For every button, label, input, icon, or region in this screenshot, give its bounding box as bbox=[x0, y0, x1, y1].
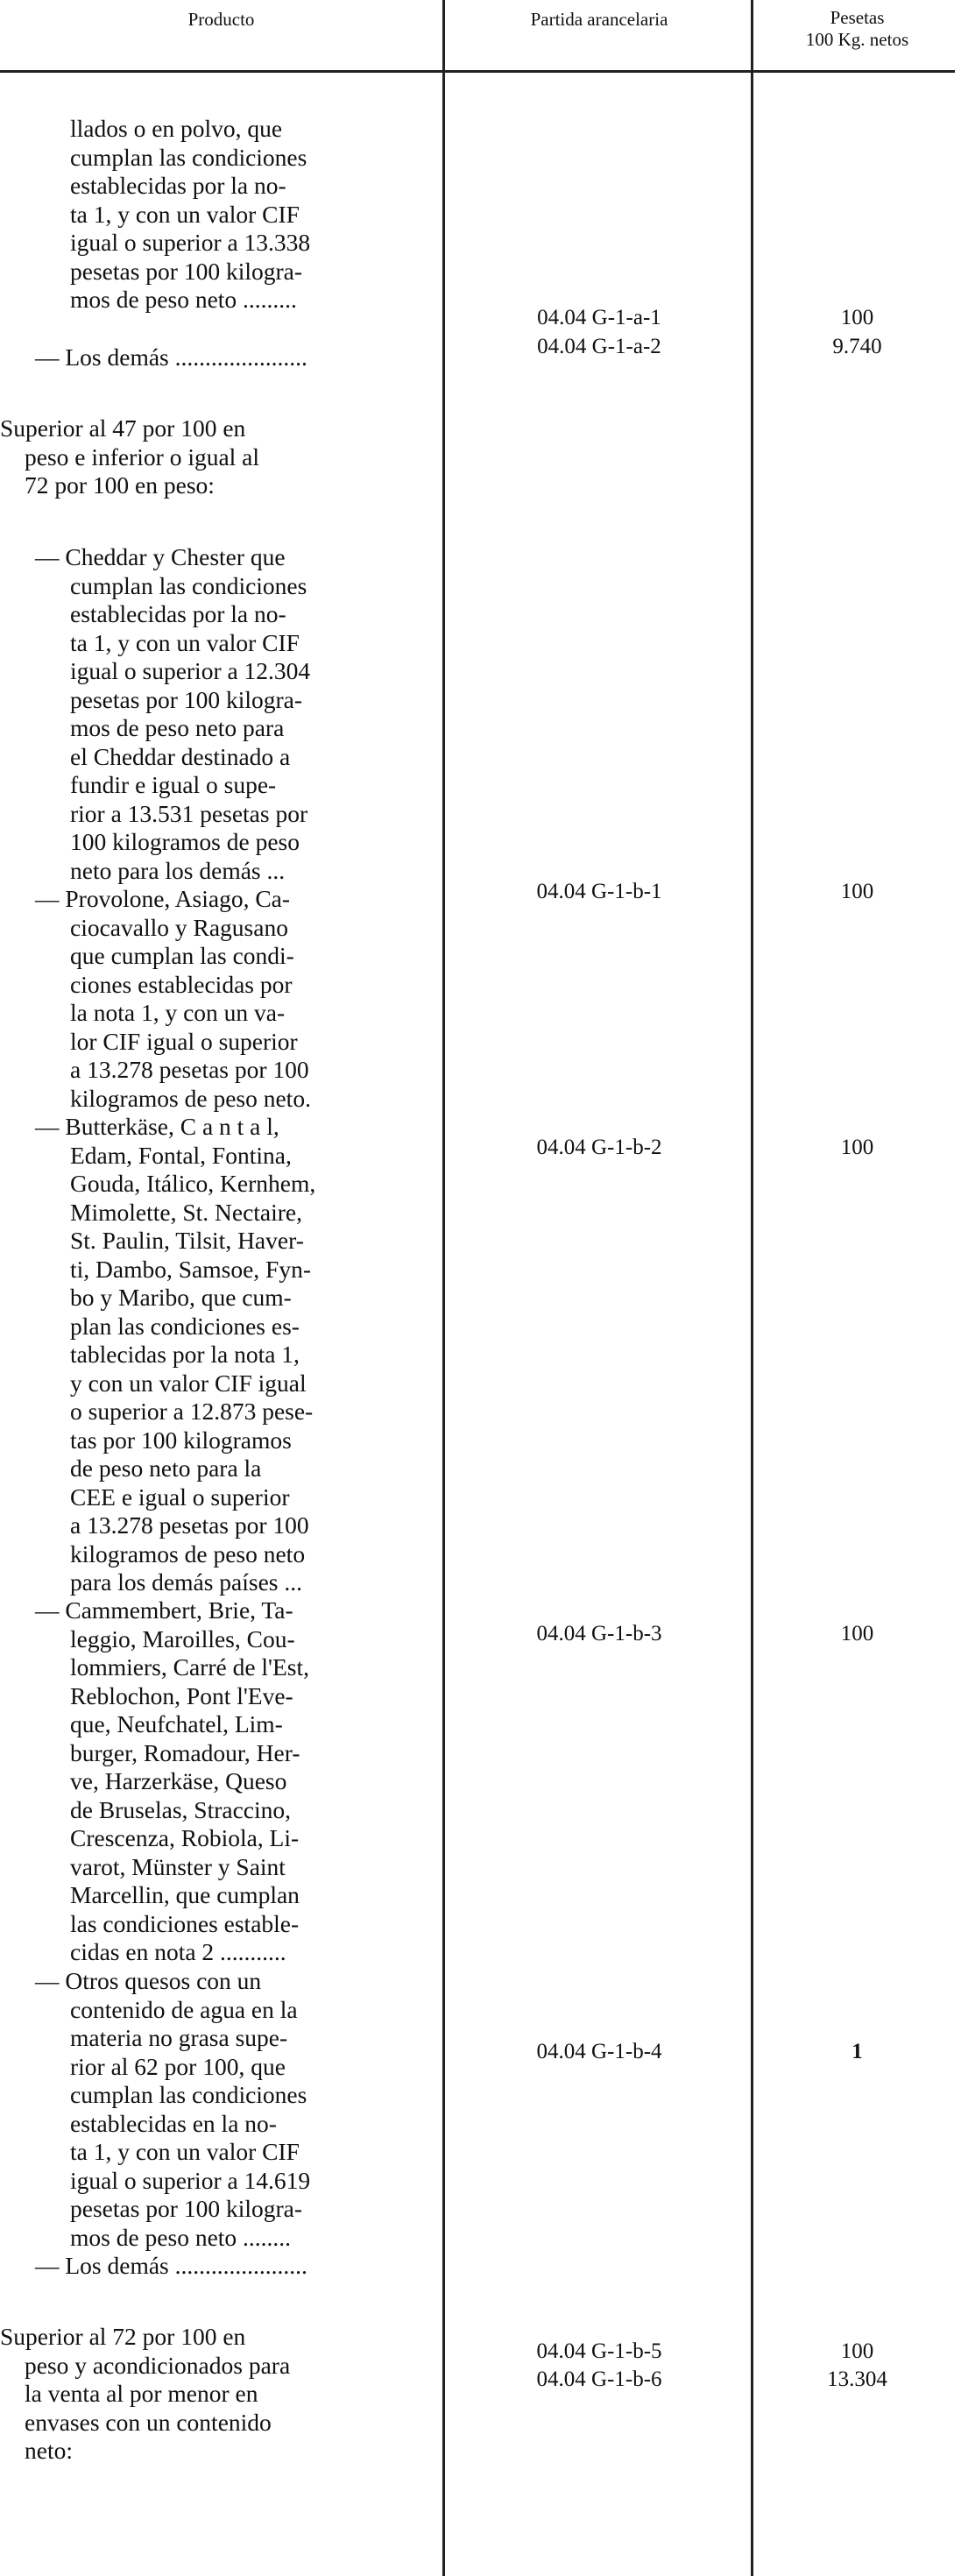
producto-line: cumplan las condiciones bbox=[70, 571, 307, 599]
producto-line: peso y acondicionados para bbox=[25, 2351, 291, 2379]
producto-line: ve, Harzerkäse, Queso bbox=[70, 1767, 287, 1794]
pesetas-value: 13.304 bbox=[827, 2367, 887, 2391]
producto-line: la nota 1, y con un va- bbox=[70, 999, 286, 1026]
partida-code: 04.04 G-1-a-1 bbox=[537, 306, 661, 329]
producto-line: fundir e igual o supe- bbox=[70, 771, 277, 798]
header-pesetas-line1: Pesetas bbox=[830, 7, 885, 28]
column-divider-2 bbox=[751, 0, 753, 2576]
producto-line: — Cheddar y Chester que bbox=[35, 543, 286, 570]
producto-line: contenido de agua en la bbox=[70, 1995, 298, 2023]
producto-line: mos de peso neto para bbox=[70, 714, 285, 741]
partida-code: 04.04 G-1-b-1 bbox=[536, 880, 662, 903]
producto-line: llados o en polvo, que bbox=[70, 115, 283, 142]
header-rule bbox=[0, 70, 955, 73]
producto-line: o superior a 12.873 pese- bbox=[70, 1398, 314, 1425]
producto-line: tablecidas por la nota 1, bbox=[70, 1341, 300, 1368]
producto-line: — Butterkäse, C a n t a l, bbox=[35, 1113, 279, 1140]
producto-line: cumplan las condiciones bbox=[70, 143, 307, 171]
producto-line: plan las condiciones es- bbox=[70, 1312, 300, 1340]
producto-line: ta 1, y con un valor CIF bbox=[70, 628, 300, 656]
producto-line: mos de peso neto ........ bbox=[70, 2223, 292, 2251]
producto-line: tas por 100 kilogramos bbox=[70, 1426, 292, 1454]
partida-code: 04.04 G-1-b-6 bbox=[536, 2367, 662, 2391]
producto-line: — Otros quesos con un bbox=[35, 1967, 262, 1994]
producto-line: a 13.278 pesetas por 100 bbox=[70, 1056, 309, 1083]
producto-line: 100 kilogramos de peso bbox=[70, 828, 300, 855]
producto-line: materia no grasa supe- bbox=[70, 2024, 288, 2051]
producto-line: las condiciones estable- bbox=[70, 1909, 300, 1937]
producto-line: establecidas por la no- bbox=[70, 172, 286, 199]
producto-line: ta 1, y con un valor CIF bbox=[70, 200, 300, 228]
producto-line: establecidas por la no- bbox=[70, 600, 286, 627]
producto-line: Superior al 72 por 100 en bbox=[0, 2323, 246, 2350]
producto-line: de Bruselas, Straccino, bbox=[70, 1795, 292, 1823]
producto-line: igual o superior a 12.304 bbox=[70, 657, 311, 684]
producto-line: la venta al por menor en bbox=[25, 2380, 258, 2407]
producto-line: el Cheddar destinado a bbox=[70, 742, 291, 770]
producto-line: Crescenza, Robiola, Li- bbox=[70, 1824, 300, 1851]
producto-line: pesetas por 100 kilogra- bbox=[70, 257, 302, 285]
producto-line: lommiers, Carré de l'Est, bbox=[70, 1653, 310, 1681]
producto-line: Gouda, Itálico, Kernhem, bbox=[70, 1170, 316, 1197]
producto-line: que, Neufchatel, Lim- bbox=[70, 1710, 283, 1737]
producto-line: ti, Dambo, Samsoe, Fyn- bbox=[70, 1255, 311, 1283]
pesetas-value: 100 bbox=[840, 880, 874, 903]
partida-code: 04.04 G-1-b-2 bbox=[536, 1136, 662, 1159]
producto-line: cidas en nota 2 ........... bbox=[70, 1938, 286, 1965]
producto-line: cumplan las condiciones bbox=[70, 2081, 307, 2108]
partida-code: 04.04 G-1-b-4 bbox=[536, 2040, 662, 2063]
producto-line: ciocavallo y Ragusano bbox=[70, 913, 288, 941]
producto-line: a 13.278 pesetas por 100 bbox=[70, 1511, 309, 1539]
producto-line: Superior al 47 por 100 en bbox=[0, 414, 246, 442]
producto-line: de peso neto para la bbox=[70, 1454, 262, 1482]
producto-line: rior al 62 por 100, que bbox=[70, 2052, 286, 2080]
pesetas-value: 100 bbox=[840, 1622, 874, 1645]
producto-line: Marcellin, que cumplan bbox=[70, 1881, 300, 1908]
producto-line: 72 por 100 en peso: bbox=[25, 471, 215, 499]
pesetas-value: 100 bbox=[840, 2339, 874, 2363]
producto-line: que cumplan las condi- bbox=[70, 942, 294, 969]
producto-line: mos de peso neto ......... bbox=[70, 286, 297, 313]
producto-line: lor CIF igual o superior bbox=[70, 1027, 298, 1055]
header-pesetas-line2: 100 Kg. netos bbox=[805, 29, 909, 50]
producto-line: Mimolette, St. Nectaire, bbox=[70, 1198, 302, 1226]
producto-line: — Los demás ...................... bbox=[35, 343, 307, 371]
producto-line: Edam, Fontal, Fontina, bbox=[70, 1141, 292, 1169]
pesetas-value: 100 bbox=[840, 306, 874, 329]
column-divider-1 bbox=[442, 0, 445, 2576]
producto-line: pesetas por 100 kilogra- bbox=[70, 685, 302, 713]
producto-line: peso e inferior o igual al bbox=[25, 442, 260, 471]
producto-line: rior a 13.531 pesetas por bbox=[70, 799, 308, 827]
producto-line: ta 1, y con un valor CIF bbox=[70, 2138, 300, 2165]
header-partida: Partida arancelaria bbox=[530, 9, 668, 30]
producto-line: y con un valor CIF igual bbox=[70, 1369, 307, 1397]
producto-line: — Cammembert, Brie, Ta- bbox=[35, 1596, 293, 1624]
producto-line: leggio, Maroilles, Cou- bbox=[70, 1624, 295, 1652]
partida-code: 04.04 G-1-b-5 bbox=[536, 2339, 662, 2363]
producto-line: kilogramos de peso neto. bbox=[70, 1084, 311, 1112]
producto-line: CEE e igual o superior bbox=[70, 1483, 290, 1511]
partida-code: 04.04 G-1-a-2 bbox=[537, 335, 661, 358]
producto-line: para los demás países ... bbox=[70, 1568, 302, 1596]
pesetas-value: 9.740 bbox=[832, 335, 882, 358]
producto-line: establecidas en la no- bbox=[70, 2109, 277, 2137]
producto-line: envases con un contenido bbox=[25, 2408, 272, 2436]
producto-line: varot, Münster y Saint bbox=[70, 1852, 286, 1880]
producto-line: St. Paulin, Tilsit, Haver- bbox=[70, 1227, 304, 1254]
producto-line: burger, Romadour, Her- bbox=[70, 1738, 300, 1766]
producto-line: pesetas por 100 kilogra- bbox=[70, 2195, 302, 2222]
producto-line: — Los demás ...................... bbox=[35, 2252, 307, 2279]
producto-line: igual o superior a 14.619 bbox=[70, 2166, 311, 2194]
header-producto: Producto bbox=[187, 9, 255, 30]
producto-line: bo y Maribo, que cum- bbox=[70, 1284, 292, 1311]
pesetas-value: 100 bbox=[840, 1136, 874, 1159]
pesetas-value: 1 bbox=[851, 2040, 863, 2063]
header-pesetas bbox=[753, 7, 961, 51]
producto-line: neto para los demás ... bbox=[70, 856, 286, 884]
producto-line: neto: bbox=[25, 2437, 73, 2464]
producto-line: kilogramos de peso neto bbox=[70, 1539, 306, 1568]
producto-line: igual o superior a 13.338 bbox=[70, 229, 311, 256]
partida-code: 04.04 G-1-b-3 bbox=[536, 1622, 662, 1645]
producto-line: ciones establecidas por bbox=[70, 970, 293, 998]
producto-line: Reblochon, Pont l'Eve- bbox=[70, 1681, 293, 1709]
producto-line: — Provolone, Asiago, Ca- bbox=[35, 885, 291, 912]
